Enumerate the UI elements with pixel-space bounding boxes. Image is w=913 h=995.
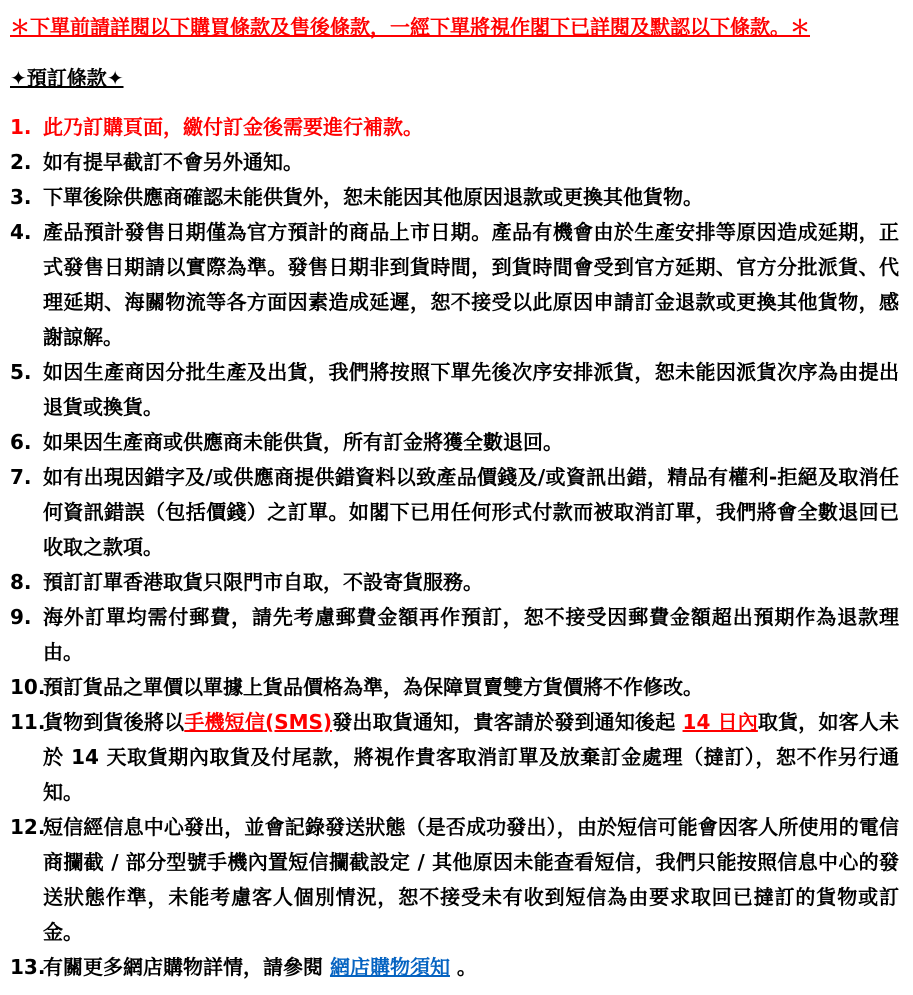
term-number: 10. xyxy=(10,675,46,699)
term-number: 6. xyxy=(10,430,32,454)
preorder-terms-title: ✦預訂條款✦ xyxy=(10,66,124,90)
term-text: 貨物到貨後將以 xyxy=(43,710,185,734)
term-text: 。 xyxy=(449,955,477,979)
term-text: 取貨，如客人未於 14 天取貨期內取貨及付尾款，將視作貴客取消訂單及放棄訂金處理（撻訂），恕不作另行通知。 xyxy=(43,710,900,804)
term-item-4 xyxy=(10,215,899,355)
term-item-11 xyxy=(10,705,899,810)
term-number: 7. xyxy=(10,465,32,489)
term-item-2 xyxy=(10,145,899,180)
term-text: 手機短信(SMS) xyxy=(184,710,333,734)
term-number: 13. xyxy=(10,955,46,979)
term-item-7 xyxy=(10,460,899,565)
term-number: 3. xyxy=(10,185,32,209)
term-text: 海外訂單均需付郵費，請先考慮郵費金額再作預訂，恕不接受因郵費金額超出預期作為退款理由。 xyxy=(43,605,899,664)
term-item-3 xyxy=(10,180,899,215)
term-number: 11. xyxy=(10,710,46,734)
term-text: 如因生產商因分批生產及出貨，我們將按照下單先後次序安排派貨，恕未能因派貨次序為由提出退貨或換貨。 xyxy=(43,360,899,419)
term-number: 2. xyxy=(10,150,32,174)
term-item-6 xyxy=(10,425,899,460)
term-item-10 xyxy=(10,670,899,705)
shop-guide-link[interactable]: 網店購物須知 xyxy=(329,955,450,979)
term-text: 預訂訂單香港取貨只限門市自取，不設寄貨服務。 xyxy=(43,570,483,594)
term-item-12 xyxy=(10,810,899,950)
term-text: 下單後除供應商確認未能供貨外，恕未能因其他原因退款或更換其他貨物。 xyxy=(43,185,703,209)
term-item-5 xyxy=(10,355,899,425)
term-text: 產品預計發售日期僅為官方預計的商品上市日期。產品有機會由於生產安排等原因造成延期，正式發售日期請以實際為準。發售日期非到貨時間，到貨時間會受到官方延期、官方分批派貨、代理延期、海關物流等各方面因素造成延遲，恕不接受以此原因申請訂金退款或更換其他貨物，感謝諒解。 xyxy=(43,220,899,349)
term-text: 14 日內 xyxy=(682,710,758,734)
term-item-13 xyxy=(10,950,899,985)
term-text: 如有提早截訂不會另外通知。 xyxy=(43,150,303,174)
term-item-8 xyxy=(10,565,899,600)
term-number: 4. xyxy=(10,220,32,244)
term-text: 短信經信息中心發出，並會記錄發送狀態（是否成功發出），由於短信可能會因客人所使用的電信商攔截 / 部分型號手機內置短信攔截設定 / 其他原因未能查看短信，我們只能按照信息中心的發送狀態作準，未能考慮客人個別情況，恕不接受未有收到短信為由要求取回已撻訂的貨物或訂金。 xyxy=(43,815,899,944)
term-text: 如果因生產商或供應商未能供貨，所有訂金將獲全數退回。 xyxy=(43,430,563,454)
term-number: 1. xyxy=(10,115,32,139)
term-item-9 xyxy=(10,600,899,670)
term-number: 8. xyxy=(10,570,32,594)
terms-list xyxy=(10,110,899,985)
term-text: 此乃訂購頁面，繳付訂金後需要進行補款。 xyxy=(43,115,423,139)
term-text: 如有出現因錯字及/或供應商提供錯資料以致產品價錢及/或資訊出錯，精品有權利-拒絕及取消任何資訊錯誤（包括價錢）之訂單。如閣下已用任何形式付款而被取消訂單，我們將會全數退回已收取之款項。 xyxy=(43,465,899,559)
term-number: 12. xyxy=(10,815,46,839)
term-text: 發出取貨通知，貴客請於發到通知後起 xyxy=(332,710,683,734)
term-text: 有關更多網店購物詳情，請參閱 xyxy=(43,955,330,979)
purchase-warning-heading: ＊下單前請詳閱以下購買條款及售後條款，一經下單將視作閣下已詳閱及默認以下條款。＊ xyxy=(10,15,810,39)
term-item-1 xyxy=(10,110,899,145)
term-text: 預訂貨品之單價以單據上貨品價格為準，為保障買賣雙方貨價將不作修改。 xyxy=(43,675,703,699)
term-number: 5. xyxy=(10,360,32,384)
term-number: 9. xyxy=(10,605,32,629)
